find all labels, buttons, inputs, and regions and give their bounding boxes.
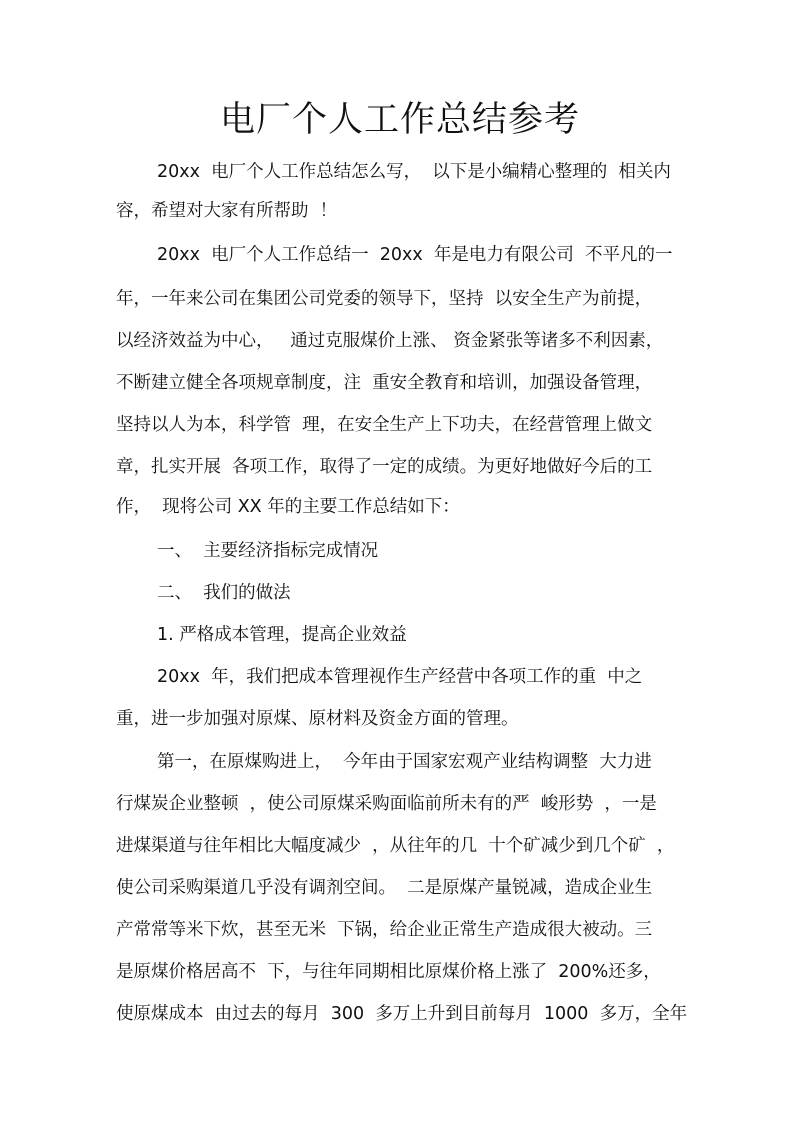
- body-text-line: 第一，在原煤购进上， 今年由于国家宏观产业结构调整 大力进: [157, 752, 652, 772]
- body-text-line: 作， 现将公司 XX 年的主要工作总结如下：: [116, 497, 460, 517]
- section-heading: 二、 我们的做法: [157, 583, 291, 603]
- body-text-line: 是原煤价格居高不 下，与往年同期相比原煤价格上涨了 200%还多，: [116, 962, 661, 982]
- body-text-line: 以经济效益为中心， 通过克服煤价上涨、 资金紧张等诸多不利因素，: [116, 331, 664, 351]
- body-text-line: 行煤炭企业整顿 ，使公司原煤采购面临前所未有的严 峻形势 ，一是: [116, 794, 657, 814]
- body-text-line: 使原煤成本 由过去的每月 300 多万上升到目前每月 1000 多万，全年: [116, 1004, 688, 1024]
- body-text-line: 20xx 电厂个人工作总结一 20xx 年是电力有限公司 不平凡的一: [157, 245, 673, 265]
- section-heading: 一、 主要经济指标完成情况: [157, 541, 379, 561]
- body-text-line: 产常常等米下炊，甚至无米 下锅，给企业正常生产造成很大被动。三: [116, 920, 653, 940]
- body-text-line: 坚持以人为本，科学管 理，在安全生产上下功夫，在经营管理上做文: [116, 415, 653, 435]
- body-text-line: 20xx 电厂个人工作总结怎么写， 以下是小编精心整理的 相关内: [157, 162, 671, 182]
- body-text-line: 年，一年来公司在集团公司党委的领导下，坚持 以安全生产为前提，: [116, 289, 653, 309]
- body-text-line: 20xx 年，我们把成本管理视作生产经营中各项工作的重 中之: [157, 667, 643, 687]
- document-title: 电厂个人工作总结参考: [219, 100, 580, 140]
- body-text-line: 重，进一步加强对原煤、原材料及资金方面的管理。: [116, 709, 519, 729]
- body-text-line: 章，扎实开展 各项工作，取得了一定的成绩。为更好地做好今后的工: [116, 457, 653, 477]
- body-text-line: 使公司采购渠道几乎没有调剂空间。 二是原煤产量锐减，造成企业生: [116, 878, 653, 898]
- subsection-heading: 1. 严格成本管理，提高企业效益: [157, 625, 407, 645]
- body-text-line: 容，希望对大家有所帮助 ！: [116, 201, 338, 221]
- body-text-line: 进煤渠道与往年相比大幅度减少 ，从往年的几 十个矿减少到几个矿 ，: [116, 836, 675, 856]
- body-text-line: 不断建立健全各项规章制度，注 重安全教育和培训，加强设备管理，: [116, 373, 653, 393]
